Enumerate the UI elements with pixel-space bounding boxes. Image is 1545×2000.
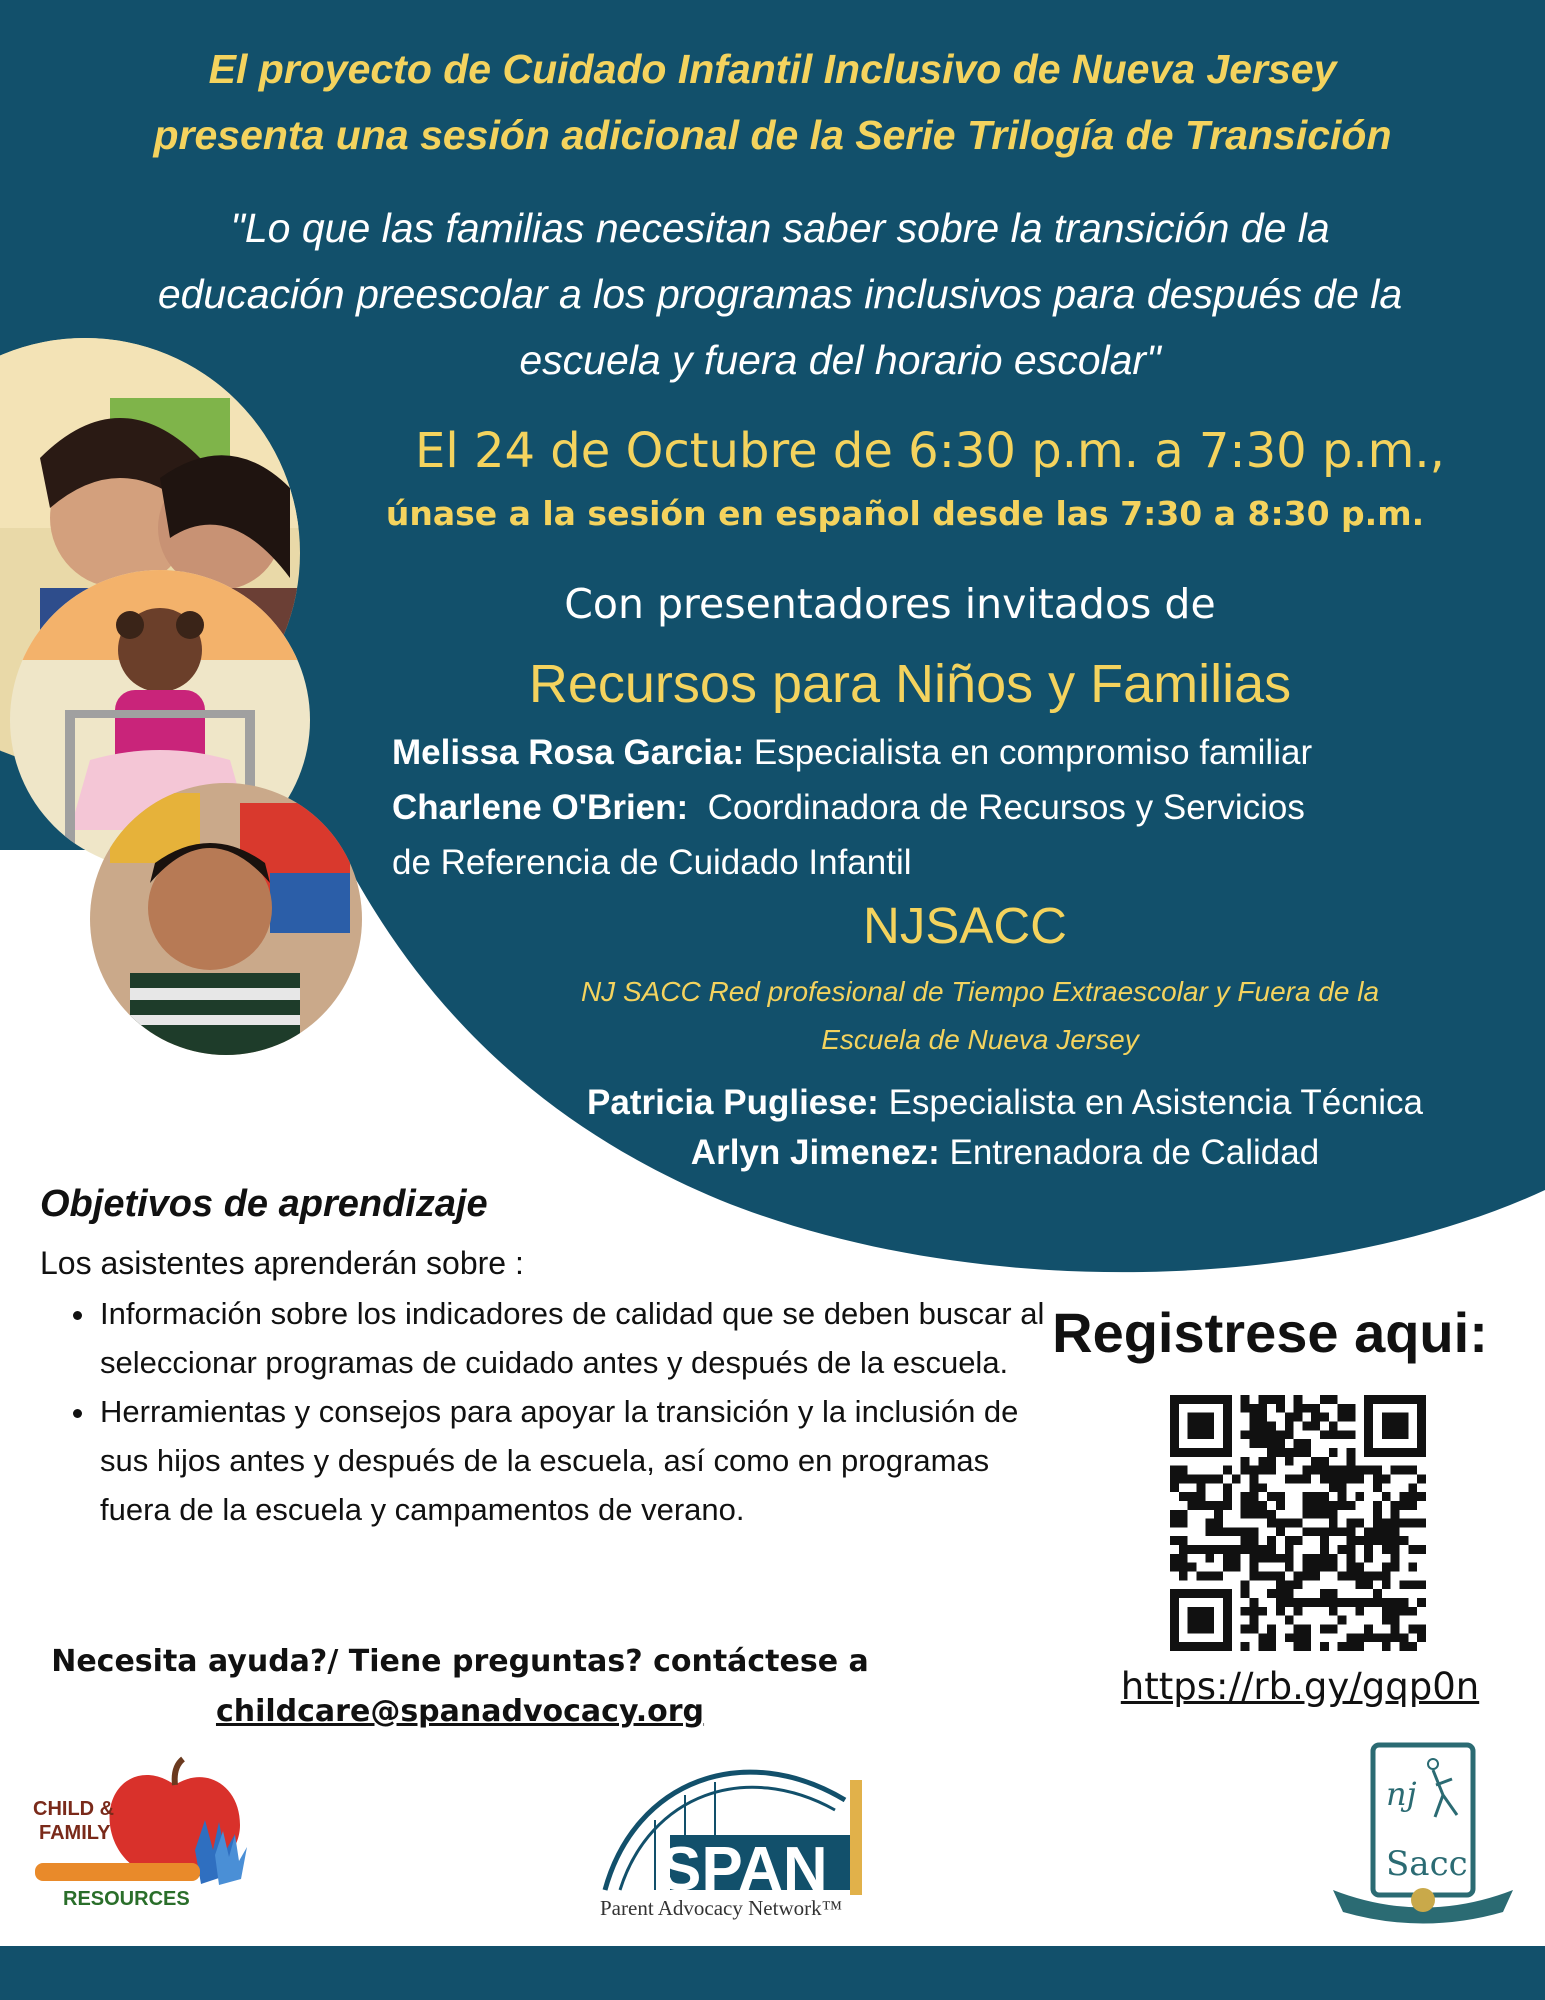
event-date-time: El 24 de Octubre de 6:30 p.m. a 7:30 p.m., — [415, 423, 1445, 479]
presenter-name: Arlyn Jimenez: — [690, 1133, 940, 1172]
span-logo-tagline: Parent Advocacy Network™ — [600, 1896, 843, 1920]
footer-bar — [0, 1946, 1545, 2000]
presenter-role: Especialista en compromiso familiar — [744, 733, 1313, 772]
njsacc-logo-bottom: Sacc — [1386, 1844, 1468, 1884]
contact-email-link[interactable]: childcare@spanadvocacy.org — [215, 1694, 705, 1729]
register-title: Registrese aqui: — [1052, 1301, 1488, 1364]
njsacc-description-line-2: Escuela de Nueva Jersey — [821, 1024, 1139, 1055]
presenters-intro: Con presentadores invitados de — [564, 580, 1216, 628]
contact-question: Necesita ayuda?/ Tiene preguntas? contáctese a — [51, 1644, 869, 1679]
registration-qr-code[interactable] — [1170, 1395, 1426, 1651]
presenter-name: Patricia Pugliese: — [587, 1083, 879, 1122]
registration-url-link[interactable]: https://rb.gy/gqp0n — [1120, 1665, 1480, 1708]
org-title-cfr: Recursos para Niños y Familias — [528, 654, 1292, 714]
session-title — [40, 195, 1520, 393]
presenter-row — [392, 725, 1492, 780]
presenter-row — [392, 780, 1492, 835]
objective-item: • Información sobre los indicadores de calidad que se deben buscar al seleccionar programas de cuidado antes y después de la escuela. — [98, 1289, 1058, 1387]
headline-line-1: El proyecto de Cuidado Infantil Inclusivo de Nueva Jersey — [208, 46, 1337, 92]
span-logo — [595, 1740, 925, 1920]
presenter-row — [480, 1128, 1530, 1178]
spanish-session-time: únase a la sesión en español desde las 7:30 a 8:30 p.m. — [385, 494, 1425, 533]
cfr-logo-line-3: RESOURCES — [63, 1888, 190, 1910]
objectives-title: Objetivos de aprendizaje — [40, 1183, 488, 1225]
njsacc-presenters — [480, 1078, 1530, 1178]
session-title-line-3: escuela y fuera del horario escolar" — [519, 337, 1161, 383]
photo-smiling-boy — [90, 783, 362, 1055]
headline — [20, 36, 1525, 168]
presenter-name: Melissa Rosa Garcia: — [392, 733, 745, 772]
njsacc-logo-top: nj — [1386, 1775, 1417, 1813]
presenter-name: Charlene O'Brien: — [392, 788, 689, 827]
org-title-njsacc: NJSACC — [862, 897, 1068, 954]
child-family-resources-logo — [25, 1755, 265, 1925]
presenter-role: Entrenadora de Calidad — [939, 1133, 1320, 1172]
presenter-role: Especialista en Asistencia Técnica — [878, 1083, 1423, 1122]
cfr-presenters — [392, 725, 1492, 890]
session-title-line-1: "Lo que las familias necesitan saber sobre la transición de la — [230, 205, 1330, 251]
presenter-role-continued: de Referencia de Cuidado Infantil — [392, 843, 912, 882]
objectives-list — [60, 1289, 1058, 1534]
presenter-row — [480, 1078, 1530, 1128]
span-logo-wordmark: SPAN — [660, 1835, 828, 1904]
cfr-logo-line-2: FAMILY — [39, 1822, 111, 1844]
njsacc-description-line-1: NJ SACC Red profesional de Tiempo Extraescolar y Fuera de la — [580, 976, 1380, 1007]
contact-block — [30, 1637, 890, 1737]
objective-item: • Herramientas y consejos para apoyar la transición y la inclusión de sus hijos antes y después de la escuela, así como en programas fuera de la escuela y campamentos de verano. — [98, 1387, 1058, 1534]
njsacc-description — [460, 968, 1500, 1064]
presenter-role: Coordinadora de Recursos y Servicios — [688, 788, 1305, 827]
cfr-logo-line-1: CHILD & — [33, 1798, 115, 1820]
njsacc-logo — [1328, 1740, 1518, 1925]
objectives-intro: Los asistentes aprenderán sobre : — [40, 1245, 524, 1281]
session-title-line-2: educación preescolar a los programas inclusivos para después de la — [157, 271, 1403, 317]
headline-line-2: presenta una sesión adicional de la Serie Trilogía de Transición — [153, 112, 1392, 158]
